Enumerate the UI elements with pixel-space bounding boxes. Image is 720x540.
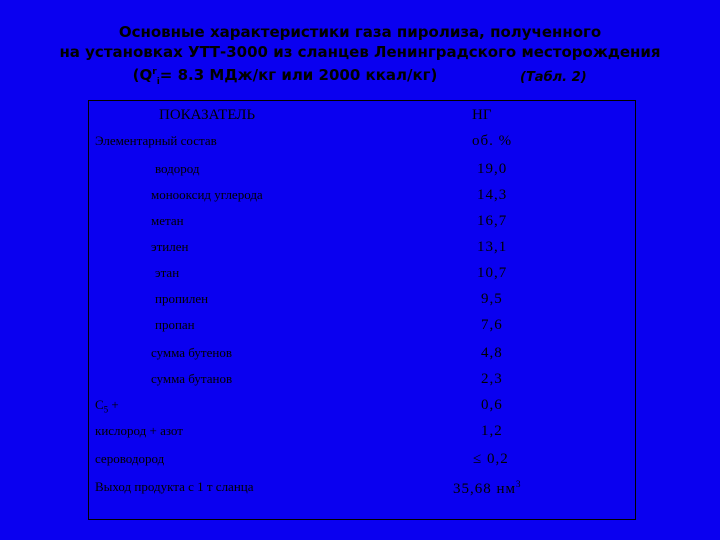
table-row: [89, 265, 635, 291]
row-label: кислород + азот: [95, 423, 183, 438]
table-row: [89, 291, 635, 317]
table-row: [89, 239, 635, 265]
row-label: водород: [155, 161, 200, 176]
data-table: [88, 100, 636, 520]
row-value: 1,2: [481, 423, 503, 439]
table-row: [89, 213, 635, 239]
row-label: пропилен: [155, 291, 209, 306]
row-value: 0,6: [481, 397, 503, 413]
row-value: 14,3: [477, 187, 508, 203]
table-row: [89, 451, 635, 477]
row-label: сероводород: [95, 451, 165, 466]
row-value: 7,6: [481, 317, 503, 333]
header-value: НГ: [472, 107, 492, 123]
row-label: метан: [151, 213, 184, 228]
table-row: [89, 423, 635, 449]
table-row: [89, 479, 635, 505]
table-row: [89, 345, 635, 371]
slide-title: [0, 22, 720, 92]
row-value: 13,1: [477, 239, 508, 255]
table-reference: (Табл. 2): [520, 70, 587, 85]
table-row: [89, 371, 635, 397]
title-line-2: на установках УТТ-3000 из сланцев Ленинградского месторождения: [59, 43, 661, 61]
table-row: [89, 187, 635, 213]
table-header: [89, 101, 635, 127]
row-value: 2,3: [481, 371, 503, 387]
row-value: 35,68 $нм^3$: [453, 479, 522, 497]
row-label: пропан: [155, 317, 195, 332]
table-row: [89, 317, 635, 343]
table-row: [89, 161, 635, 187]
row-value: 19,0: [477, 161, 508, 177]
row-label: этан: [155, 265, 180, 280]
table-row: [89, 397, 635, 423]
title-line-3: ($Q^r_i= 8.3$ МДж/кг или 2000 ккал/кг): [132, 66, 438, 87]
title-line-1: Основные характеристики газа пиролиза, полученного: [118, 23, 602, 41]
row-value: ≤ 0,2: [473, 451, 509, 467]
row-value: 16,7: [477, 213, 508, 229]
row-value: об. %: [472, 133, 513, 149]
row-value: 10,7: [477, 265, 508, 281]
row-label: этилен: [151, 239, 189, 254]
row-value: 9,5: [481, 291, 503, 307]
row-label: Выход продукта с 1 т сланца: [95, 479, 254, 494]
row-label: $C_5$ +: [95, 397, 119, 415]
row-label: сумма бутанов: [151, 371, 233, 386]
row-label: Элементарный состав: [95, 133, 217, 148]
row-label: монооксид углерода: [151, 187, 263, 202]
table-row: [89, 133, 635, 159]
row-value: 4,8: [481, 345, 503, 361]
header-label: ПОКАЗАТЕЛЬ: [159, 107, 256, 123]
row-label: сумма бутенов: [151, 345, 232, 360]
